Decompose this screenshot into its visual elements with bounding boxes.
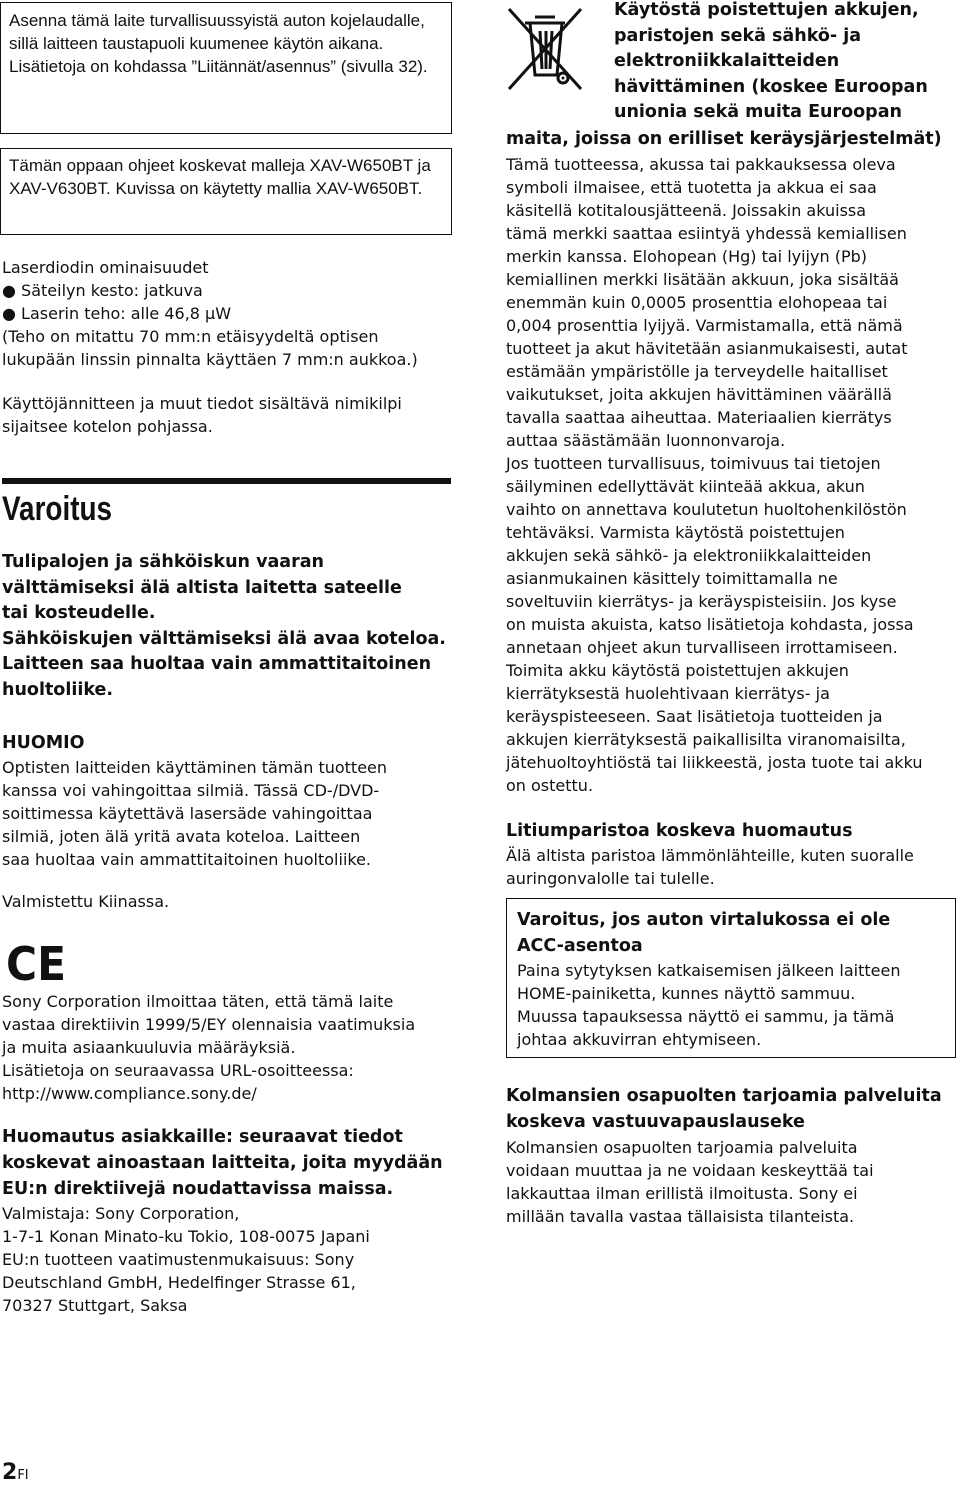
third-party-title: Kolmansien osapuolten tarjoamia palveluita koskeva vastuuvapauslauseke	[506, 1086, 942, 1132]
laser-note: (Teho on mitattu 70 mm:n etäisyydeltä optisen lukupään linssin pinnalta käyttäen 7 mm:n aukkoa.)	[2, 327, 418, 369]
lithium-text: Älä altista paristoa lämmönlähteille, kuten suoralle auringonvalolle tai tulelle.	[506, 846, 914, 888]
third-party-text: Kolmansien osapuolten tarjoamia palveluita voidaan muuttaa ja ne voidaan keskeyttää tai lakkauttaa ilman erillistä ilmoitusta. Sony ei millään tavalla vastaa tällaisista tilanteista.	[506, 1138, 874, 1226]
lithium-title: Litiumparistoa koskeva huomautus	[506, 821, 853, 841]
sony-declaration: Sony Corporation ilmoittaa täten, että tämä laite vastaa direktiivin 1999/5/EY olennaisia vaatimuksia ja muita asiaankuuluvia määräyksiä. Lisätietoja on seuraavassa URL-osoitteessa: http://www.compliance.sony.de/	[2, 992, 416, 1103]
ce-mark-icon	[6, 940, 68, 984]
laser-specs	[2, 256, 454, 371]
made-in: Valmistettu Kiinassa.	[2, 892, 170, 911]
warning-bold-text: Tulipalojen ja sähköiskun vaaran välttämiseksi älä altista laitetta sateelle tai kosteudelle. Sähköiskujen välttämiseksi älä avaa koteloa. Laitteen saa huoltaa vain ammattitaitoinen huoltoliike.	[2, 552, 446, 700]
models-note-box	[0, 148, 452, 235]
huomio-title: HUOMIO	[2, 733, 85, 753]
nameplate-note: Käyttöjännitteen ja muut tiedot sisältävä nimikilpi sijaitsee kotelon pohjassa.	[2, 394, 402, 436]
compliance-link[interactable]: http://www.compliance.sony.de/	[2, 1084, 257, 1103]
svg-text:CE: CE	[6, 940, 66, 984]
warning-heading: Varoitus	[2, 490, 113, 528]
weee-title: Käytöstä poistettujen akkujen, paristojen sekä sähkö- ja elektroniikkalaitteiden hävittäminen (koskee Euroopan unionia sekä muita Euroopan	[614, 0, 928, 122]
page-number: 2FI	[2, 1460, 29, 1485]
heat-warning-box	[0, 2, 452, 134]
acc-title: Varoitus, jos auton virtalukossa ei ole ACC-asentoa	[517, 910, 891, 956]
bullet-icon: ●	[2, 281, 22, 300]
laser-bullet: ● Säteilyn kesto: jatkuva	[2, 281, 203, 300]
weee-text: Tämä tuotteessa, akussa tai pakkauksessa oleva symboli ilmaisee, että tuotetta ja akkua ei saa käsitellä kotitalousjätteenä. Joissakin akuissa tämä merkki saattaa esiintyä yhdessä kemiallisen merkin kanssa. Elohopean (Hg) tai lyijyn (Pb) kemiallinen merkki lisätään akkuun, joka sisältää enemmän kuin 0,0005 prosenttia elohopeaa tai 0,004 prosenttia lyijyä. Varmistamalla, että nämä tuotteet ja akut hävitetään asianmukaisesti, autat estämään ympäristölle ja terveydelle haitalliset vaikutukset, joita akkujen hävittäminen väärällä tavalla saattaa aiheuttaa. Materiaalien kierrätys auttaa säästämään luonnonvaroja. Jos tuotteen turvallisuus, toimivuus tai tietojen säilyminen edellyttävät kiinteää akkua, akun vaihto on annettava koulutetun huoltohenkilöstön tehtäväksi. Varmista käytöstä poistettujen akkujen sekä sähkö- ja elektroniikkalaitteiden asianmukainen käsittely toimittamalla ne soveltuviin kierrätys- ja keräyspisteisiin. Jos kyse on muista akuista, katso lisätietoja kohdasta, jossa annetaan ohjeet akun turvalliseen irrottamiseen. Toimita akku käytöstä poistettujen akkujen kierrätyksestä huolehtivaan kierrätys- ja keräyspisteeseen. Saat lisätietoja tuotteiden ja akkujen kierrätyksestä paikallisilta viranomaisilta, jätehuoltoyhtiöstä tai liikkeestä, josta tuote tai akku on ostettu.	[506, 155, 923, 795]
acc-warning-box	[506, 898, 956, 1058]
crossed-out-bin-icon	[505, 3, 585, 93]
laser-bullet: ● Laserin teho: alle 46,8 μW	[2, 304, 232, 323]
eu-notice-title: Huomautus asiakkaille: seuraavat tiedot koskevat ainoastaan laitteita, joita myydään EU:n direktiivejä noudattavissa maissa.	[2, 1127, 443, 1199]
section-divider	[2, 478, 451, 484]
bullet-icon: ●	[2, 304, 22, 323]
laser-title: Laserdiodin ominaisuudet	[2, 258, 209, 277]
weee-title-full: maita, joissa on erilliset keräysjärjestelmät)	[506, 129, 942, 149]
models-note-text: Tämän oppaan ohjeet koskevat malleja XAV-W650BT ja XAV-V630BT. Kuvissa on käytetty mallia XAV-W650BT.	[9, 156, 431, 198]
acc-text: Paina sytytyksen katkaisemisen jälkeen laitteen HOME-painiketta, kunnes näyttö sammuu. Muussa tapauksessa näyttö ei sammu, ja tämä johtaa akkuvirran ehtymiseen.	[517, 961, 901, 1049]
huomio-text: Optisten laitteiden käyttäminen tämän tuotteen kanssa voi vahingoittaa silmiä. Tässä CD-/DVD- soittimessa käytettävä lasersäde vahingoittaa silmiä, joten älä yritä avata koteloa. Laitteen saa huoltaa vain ammattitaitoinen huoltoliike.	[2, 758, 388, 869]
heat-warning-text: Asenna tämä laite turvallisuussyistä auton kojelaudalle, sillä laitteen taustapuoli kuumenee käytön aikana. Lisätietoja on kohdassa ”Liitännät/asennus” (sivulla 32).	[9, 11, 428, 76]
eu-notice-text: Valmistaja: Sony Corporation, 1-7-1 Konan Minato-ku Tokio, 108-0075 Japani EU:n tuotteen vaatimustenmukaisuus: Sony Deutschland GmbH, Hedelfinger Strasse 61, 70327 Stuttgart, Saksa	[2, 1204, 370, 1315]
